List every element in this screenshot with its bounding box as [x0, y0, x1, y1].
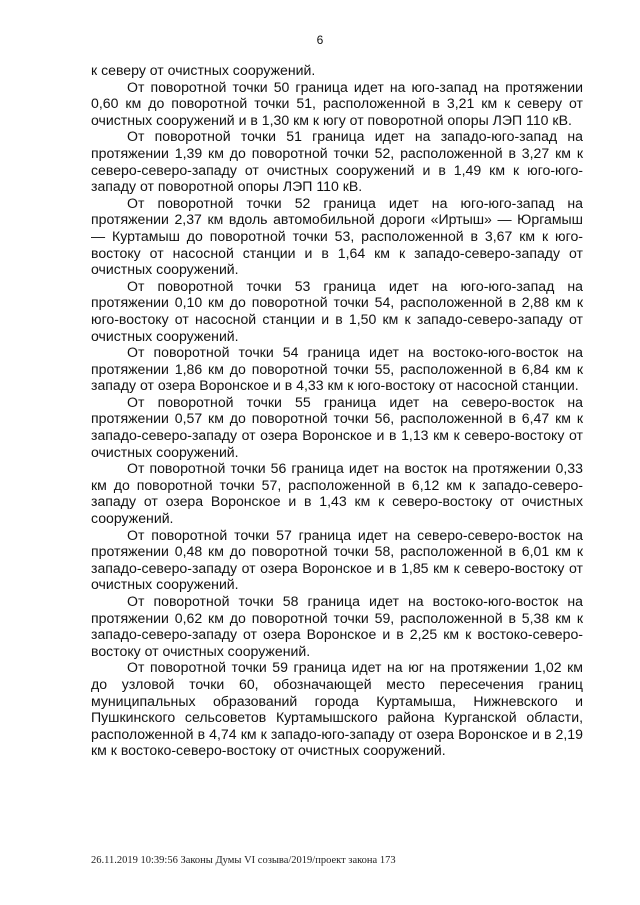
continuation-paragraph: к северу от очистных сооружений. — [91, 62, 316, 78]
paragraph-point-53: От поворотной точки 53 граница идет на юго-юго-запад на протяжении 0,10 км до поворотной точки 54, расположенной в 2,88 км к юго-востоку от насосной станции и в 1,50 км к западо-северо-западу от очистных сооружений. — [91, 277, 583, 344]
paragraph-point-51: От поворотной точки 51 граница идет на западо-юго-запад на протяжении 1,39 км до поворотной точки 52, расположенной в 3,27 км к северо-северо-западу от очистных сооружений и в 1,49 км к юго-юго-западу от поворотной опоры ЛЭП 110 кВ. — [91, 128, 583, 195]
paragraph-point-56: От поворотной точки 56 граница идет на восток на протяжении 0,33 км до поворотной точки 57, расположенной в 6,12 км к западо-северо-западу от озера Воронское и в 1,43 км к северо-востоку от очистных сооружений. — [91, 460, 583, 527]
page-number: 6 — [316, 33, 324, 47]
paragraph-point-50: От поворотной точки 50 граница идет на юго-запад на протяжении 0,60 км до поворотной точки 51, расположенной в 3,21 км к северу от очистных сооружений и в 1,30 км к югу от поворотной опоры ЛЭП 110 кВ. — [91, 78, 583, 128]
paragraph-point-57: От поворотной точки 57 граница идет на северо-северо-восток на протяжении 0,48 км до поворотной точки 58, расположенной в 6,01 км к западо-северо-западу от озера Воронское и в 1,85 км к северо-востоку от очистных сооружений. — [91, 526, 583, 593]
paragraph-point-54: От поворотной точки 54 граница идет на востоко-юго-восток на протяжении 1,86 км до поворотной точки 55, расположенной в 6,84 км к западу от озера Воронское и в 4,33 км к юго-востоку от насосной станции. — [91, 344, 583, 394]
footer-stamp: 26.11.2019 10:39:56 Законы Думы VI созыва/2019/проект закона 173 — [91, 855, 396, 866]
document-body — [91, 62, 583, 759]
paragraph-point-58: От поворотной точки 58 граница идет на востоко-юго-восток на протяжении 0,62 км до поворотной точки 59, расположенной в 5,38 км к западо-северо-западу от озера Воронское и в 2,25 км к востоко-северо-востоку от очистных сооружений. — [91, 593, 583, 659]
paragraph-point-55: От поворотной точки 55 граница идет на северо-восток на протяжении 0,57 км до поворотной точки 56, расположенной в 6,47 км к западо-северо-западу от озера Воронское и в 1,13 км к северо-востоку от очистных сооружений. — [91, 393, 583, 460]
paragraph-point-59: От поворотной точки 59 граница идет на юг на протяжении 1,02 км до узловой точки 60, обозначающей место пересечения границ муниципальных образований города Куртамыша, Нижневского и Пушкинского сельсоветов Куртамышского района Курганской области, расположенной в 4,74 км к западо-юго-западу от озера Воронское и в 2,19 км к востоко-северо-востоку от очистных сооружений. — [91, 659, 583, 759]
paragraph-point-52: От поворотной точки 52 граница идет на юго-юго-запад на протяжении 2,37 км вдоль автомобильной дороги «Иртыш» — Юргамыш — Куртамыш до поворотной точки 53, расположенной в 3,67 км к юго-востоку от насосной станции и в 1,64 км к западо-северо-западу от очистных сооружений. — [91, 194, 583, 278]
